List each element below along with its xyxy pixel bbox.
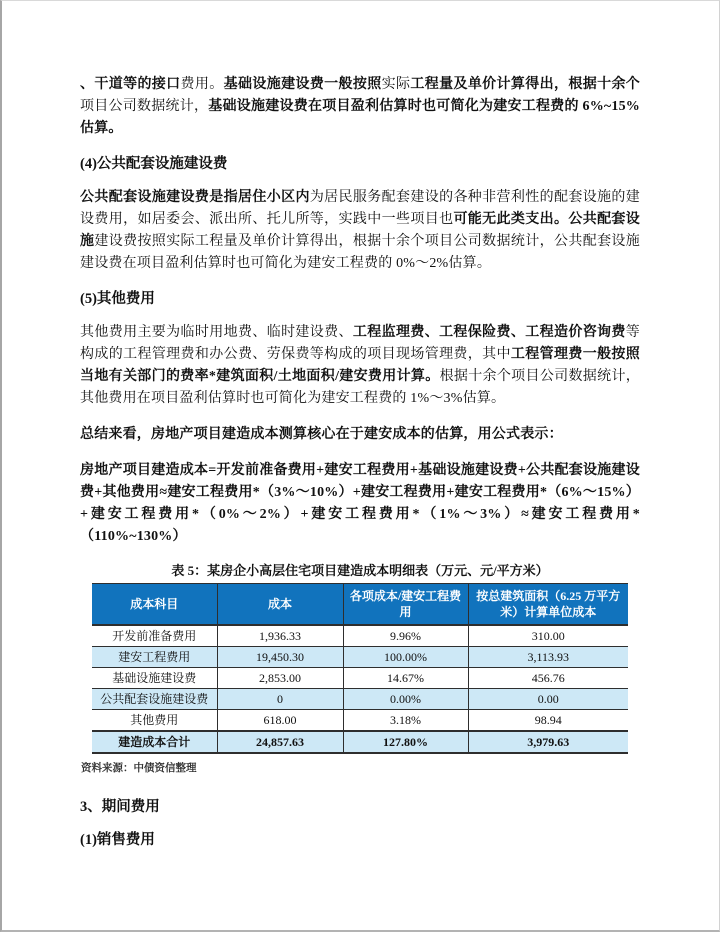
table-row bbox=[92, 689, 628, 710]
table-cell: 9.96% bbox=[343, 625, 468, 647]
table-cell: 3,979.63 bbox=[468, 731, 628, 753]
table-header-cell: 成本科目 bbox=[92, 584, 217, 626]
table-cell: 618.00 bbox=[217, 710, 343, 732]
text-run: 费用。 bbox=[180, 77, 224, 92]
text-run: 公共配套设施建设费是指居住小区内 bbox=[80, 190, 310, 205]
text-run: 建设费按照实际工程量及单价计算得出，根据十余个项目公司数据统计，公共配套设施建设费在项目盈利估算时也可简化为建安工程费的 0%～2%估算。 bbox=[80, 234, 640, 271]
para-public-facilities-fee bbox=[80, 187, 640, 275]
table-cell: 建造成本合计 bbox=[92, 731, 217, 753]
text-run: 其他费用主要为临时用地费、临时建设费、 bbox=[80, 325, 353, 340]
table-cell: 其他费用 bbox=[92, 710, 217, 732]
table-cell: 公共配套设施建设费 bbox=[92, 689, 217, 710]
table-source-note: 资料来源：中债资信整理 bbox=[81, 762, 197, 774]
heading-public-facilities-fee: (4)公共配套设施建设费 bbox=[80, 156, 228, 172]
table-row bbox=[92, 625, 628, 647]
text-run: 房地产项目建造成本=开发前准备费用+建安工程费用+基础设施建设费+公共配套设施建设费+其他费用≈建安工程费用*（3%～10%）+建安工程费用+建安工程费用*（6%～15%）+建安工程费用*（0%～2%）+建安工程费用*（1%～3%）≈建安工程费用*（110%~130%） bbox=[80, 463, 640, 544]
table-cell: 98.94 bbox=[468, 710, 628, 732]
text-run: 等构成的工程管理费和办公费、劳保费等构成的项目现场管理费，其中 bbox=[80, 325, 640, 362]
para-formula bbox=[80, 460, 640, 548]
text-run: 工程量及单价计算得出，根据十余个 bbox=[410, 77, 641, 92]
table-header-row bbox=[92, 584, 628, 626]
text-run: 项目公司数据统计， bbox=[80, 99, 209, 114]
table-row bbox=[92, 710, 628, 732]
table-cell: 14.67% bbox=[343, 668, 468, 689]
text-run: 工程管理费一般按照当地有关部门的费率*建筑面积/土地面积/建安费用计算。 bbox=[80, 347, 640, 384]
table-cell: 127.80% bbox=[343, 731, 468, 753]
table-cell: 19,450.30 bbox=[217, 647, 343, 668]
document-content bbox=[80, 74, 640, 850]
table-header-cell: 按总建筑面积（6.25 万平方米）计算单位成本 bbox=[468, 584, 628, 626]
heading-period-expenses: 3、期间费用 bbox=[80, 799, 160, 815]
table-cell: 3,113.93 bbox=[468, 647, 628, 668]
text-run: 总结来看，房地产项目建造成本测算核心在于建安成本的估算，用公式表示： bbox=[80, 427, 563, 442]
text-run: 基础设施建设费一般按照 bbox=[223, 77, 382, 92]
cost-table-header bbox=[92, 584, 628, 626]
table-header-cell: 各项成本/建安工程费用 bbox=[343, 584, 468, 626]
para-infrastructure-fee bbox=[80, 74, 640, 140]
table-cell: 1,936.33 bbox=[217, 625, 343, 647]
table-header-cell: 成本 bbox=[217, 584, 343, 626]
para-summary bbox=[80, 424, 640, 446]
table-cell: 0.00 bbox=[468, 689, 628, 710]
table-cell: 开发前准备费用 bbox=[92, 625, 217, 647]
cost-table bbox=[92, 583, 628, 754]
table-cell: 456.76 bbox=[468, 668, 628, 689]
table-cell: 0.00% bbox=[343, 689, 468, 710]
table-cell: 2,853.00 bbox=[217, 668, 343, 689]
table-cell: 0 bbox=[217, 689, 343, 710]
text-run: 工程监理费、工程保险费、工程造价咨询费 bbox=[352, 325, 626, 340]
table-row bbox=[92, 647, 628, 668]
table-row bbox=[92, 668, 628, 689]
text-run: 根据十余个项目公司数据统计，其他费用在项目盈利估算时也可简化为建安工程费的 1%～3%估算。 bbox=[80, 369, 640, 406]
para-other-fees bbox=[80, 322, 640, 410]
text-run: 、干道等的接口 bbox=[80, 77, 181, 92]
document-body bbox=[80, 74, 640, 548]
text-run: 为居民服务配套建设的各种非营利性的配套设施的建设费用，如居委会、派出所、托儿所等，实践中一些项目也 bbox=[80, 190, 640, 227]
cost-table-body bbox=[92, 625, 628, 753]
table-cell: 100.00% bbox=[343, 647, 468, 668]
table-row bbox=[92, 731, 628, 753]
table-caption: 表 5：某房企小高层住宅项目建造成本明细表（万元、元/平方米） bbox=[171, 563, 549, 578]
heading-other-fees: (5)其他费用 bbox=[80, 291, 155, 307]
table-cell: 310.00 bbox=[468, 625, 628, 647]
text-run: 可能无此类支出。公共配套设施 bbox=[80, 212, 640, 249]
table-cell: 3.18% bbox=[343, 710, 468, 732]
text-run: 实际 bbox=[381, 77, 411, 92]
heading-sales-expenses: (1)销售费用 bbox=[80, 832, 155, 848]
table-cell: 基础设施建设费 bbox=[92, 668, 217, 689]
text-run: 基础设施建设费在项目盈利估算时也可简化为建安工程费的 6%~15% 估算。 bbox=[80, 99, 640, 136]
table-cell: 建安工程费用 bbox=[92, 647, 217, 668]
table-cell: 24,857.63 bbox=[217, 731, 343, 753]
